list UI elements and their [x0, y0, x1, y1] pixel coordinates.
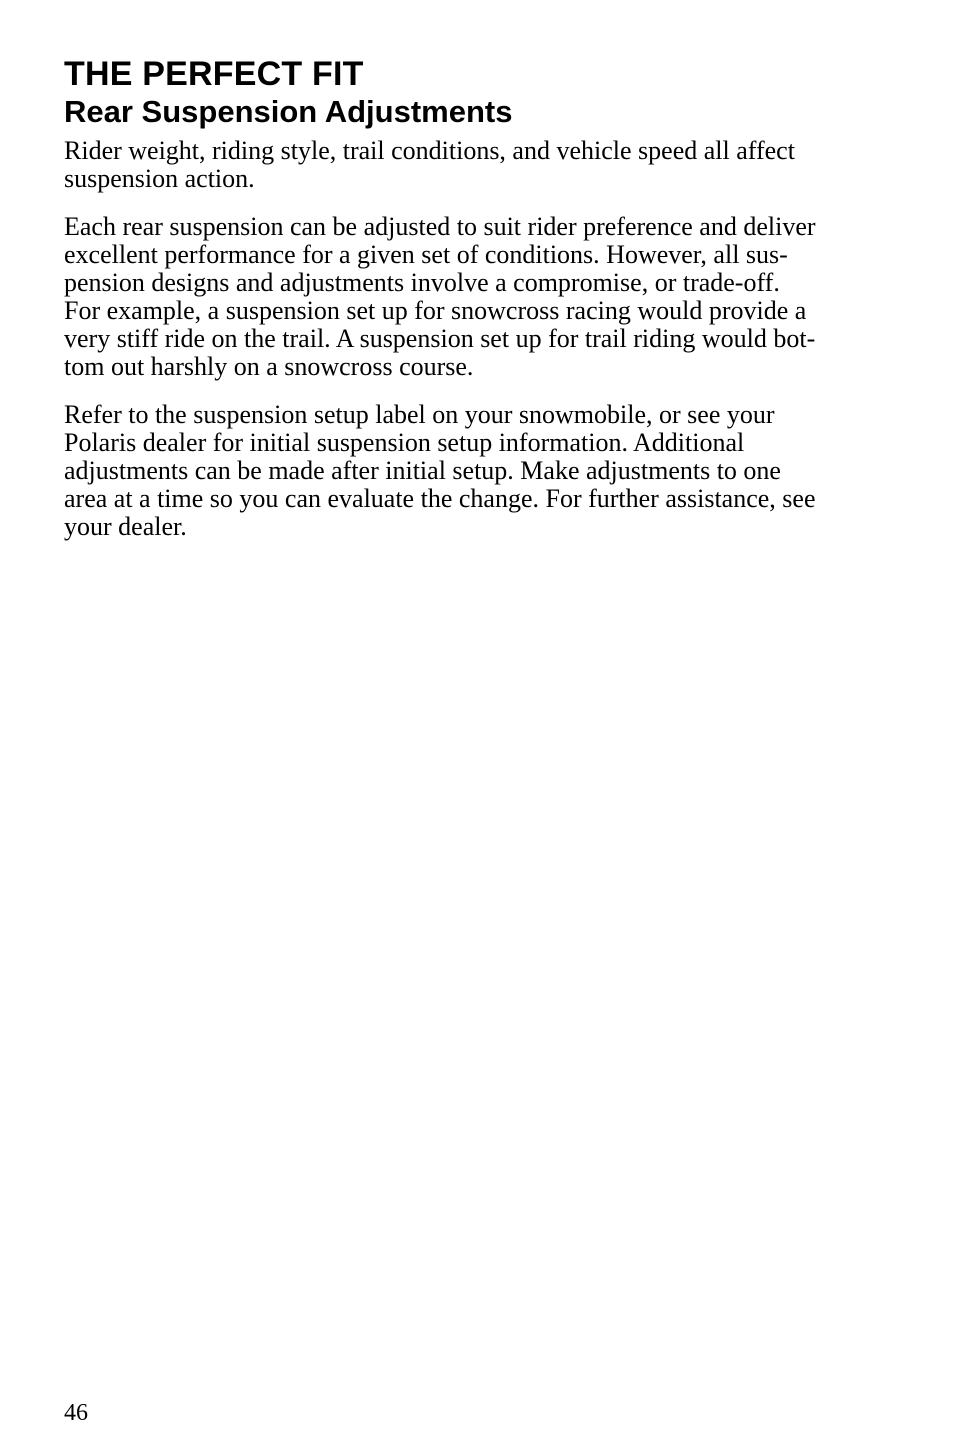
- text-line: area at a time so you can evaluate the change. For further assistance, see: [64, 484, 816, 513]
- paragraph-setup: [64, 401, 874, 541]
- text-line: Each rear suspension can be adjusted to suit rider preference and deliver: [64, 212, 816, 241]
- section-title: THE PERFECT FIT: [64, 55, 364, 93]
- text-line: Polaris dealer for initial suspension setup information. Additional: [64, 428, 745, 457]
- body-text: [64, 137, 874, 541]
- text-line: Rider weight, riding style, trail conditions, and vehicle speed all affect: [64, 136, 795, 165]
- text-line: your dealer.: [64, 512, 187, 541]
- manual-page: [64, 0, 874, 541]
- text-line: pension designs and adjustments involve a compromise, or trade-off.: [64, 268, 780, 297]
- text-line: For example, a suspension set up for snowcross racing would provide a: [64, 296, 807, 325]
- text-line: Refer to the suspension setup label on your snowmobile, or see your: [64, 400, 775, 429]
- section-subtitle: Rear Suspension Adjustments: [64, 94, 513, 129]
- text-line: tom out harshly on a snowcross course.: [64, 352, 474, 381]
- paragraph-adjustment: [64, 213, 874, 381]
- text-line: suspension action.: [64, 164, 255, 193]
- text-line: very stiff ride on the trail. A suspension set up for trail riding would bot-: [64, 324, 816, 353]
- paragraph-intro: [64, 137, 874, 193]
- text-line: excellent performance for a given set of conditions. However, all sus-: [64, 240, 788, 269]
- page-number: 46: [64, 1400, 88, 1426]
- text-line: adjustments can be made after initial setup. Make adjustments to one: [64, 456, 781, 485]
